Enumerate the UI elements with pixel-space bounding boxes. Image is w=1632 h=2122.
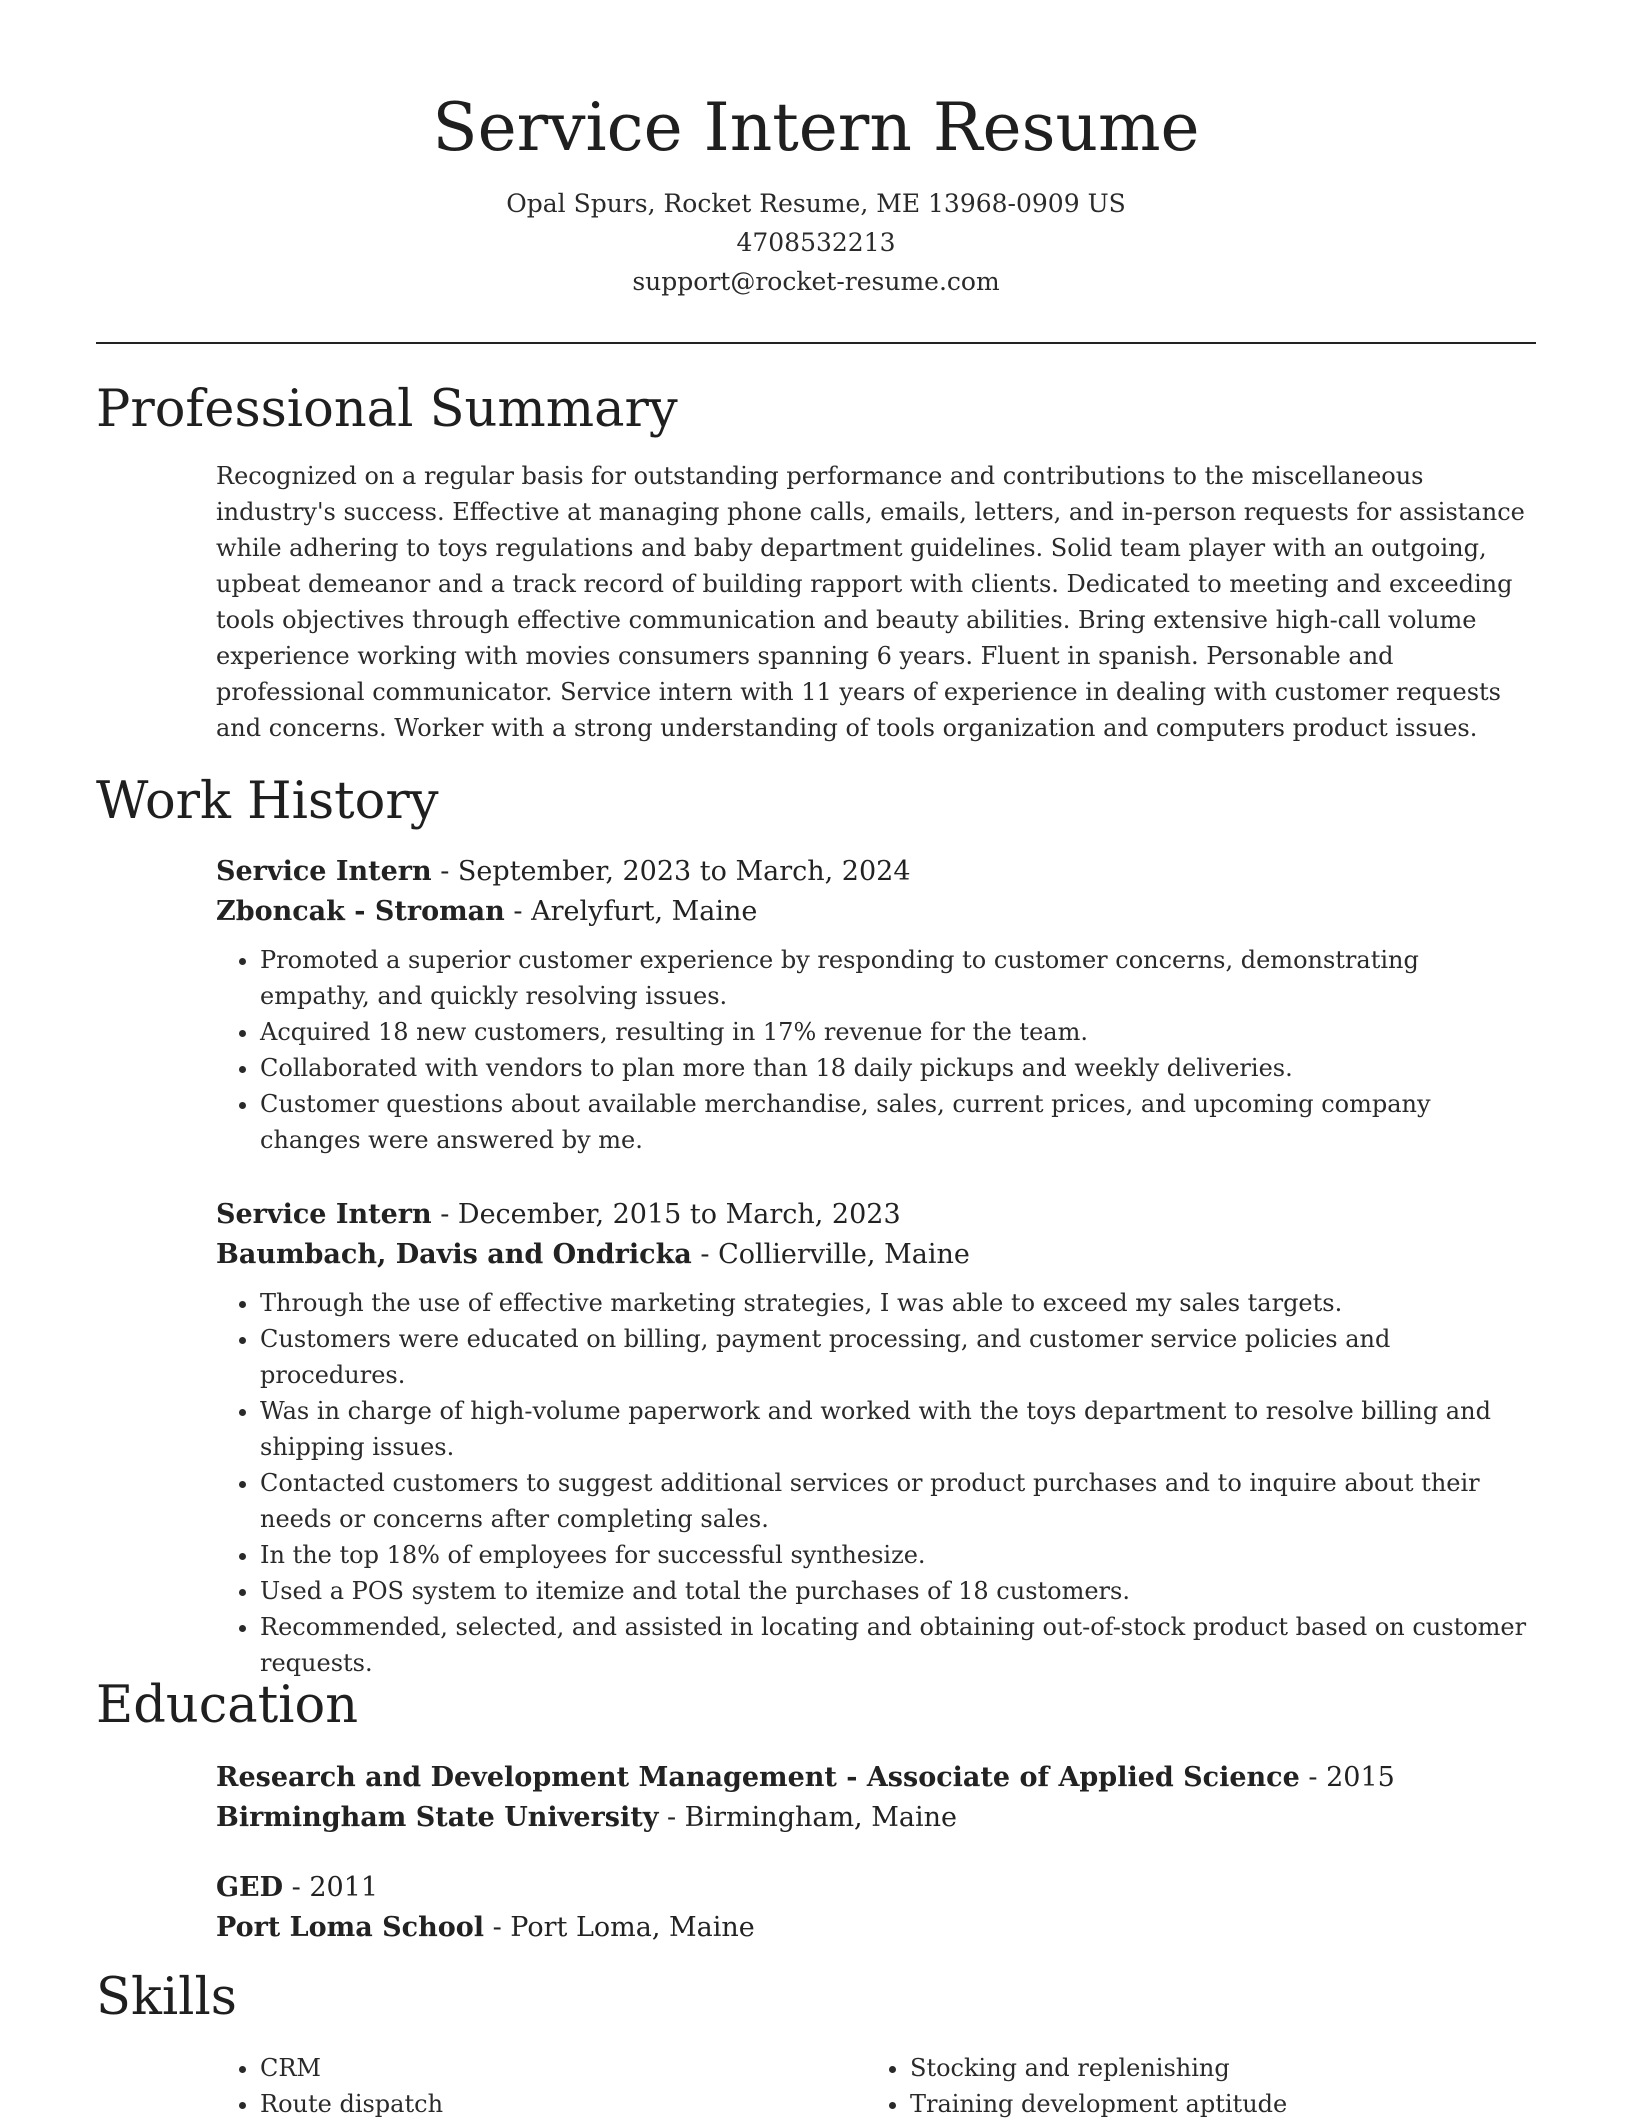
job-company: Zboncak - Stroman [216,896,505,927]
job-bullets [216,1285,1536,1681]
list-item: • Customers were educated on billing, payment processing, and customer service policies and procedures. [260,1321,1536,1393]
school-line [216,1908,1536,1948]
list-item: • Recommended, selected, and assisted in locating and obtaining out-of-stock product based on customer requests. [260,1609,1536,1681]
job-company-line [216,1235,1536,1275]
job-dates: - September, 2023 to March, 2024 [431,856,911,887]
degree-year: - 2011 [283,1872,379,1903]
list-item: • Was in charge of high-volume paperwork and worked with the toys department to resolve billing and shipping issues. [260,1393,1536,1465]
job-company: Baumbach, Davis and Ondricka [216,1239,692,1270]
school-location: - Port Loma, Maine [483,1912,755,1943]
skills-heading: Skills [96,1968,237,2027]
resume-header [0,0,1632,301]
job-entry-1 [216,852,1536,1158]
school-name: Birmingham State University [216,1802,659,1833]
job-entry-2 [216,1195,1536,1681]
school-line [216,1798,1536,1838]
job-location: - Arelyfurt, Maine [504,896,758,927]
list-item: • CRM [260,2050,866,2086]
job-title-line [216,1195,1536,1235]
school-name: Port Loma School [216,1912,484,1943]
list-item: • Contacted customers to suggest additional services or product purchases and to inquire about their needs or concerns after completing sales. [260,1465,1536,1537]
contact-email: support@rocket-resume.com [632,267,1000,296]
skills-section [216,2050,1536,2122]
degree-name: GED [216,1872,284,1903]
education-heading: Education [96,1676,359,1735]
list-item: • Collaborated with vendors to plan more than 18 daily pickups and weekly deliveries. [260,1050,1536,1086]
degree-year: - 2015 [1299,1762,1395,1793]
resume-title: Service Intern Resume [432,89,1200,166]
job-role: Service Intern [216,856,432,887]
list-item: • Training development aptitude [910,2086,1516,2122]
skills-column-right [866,2050,1516,2122]
degree-line [216,1758,1536,1798]
job-location: - Collierville, Maine [691,1239,970,1270]
list-item: • Promoted a superior customer experience by responding to customer concerns, demonstrating empathy, and quickly resolving issues. [260,942,1536,1014]
job-role: Service Intern [216,1199,432,1230]
skills-list-right [866,2050,1516,2122]
skills-list-left [216,2050,866,2122]
list-item: • Stocking and replenishing [910,2050,1516,2086]
degree-name: Research and Development Management - Associate of Applied Science [216,1762,1300,1793]
summary-text: Recognized on a regular basis for outstanding performance and contributions to the miscellaneous industry's success. Effective at managing phone calls, emails, letters, and in-person requests for assistance while adhering to toys regulations and baby department guidelines. Solid team player with an outgoing, upbeat demeanor and a track record of building rapport with clients. Dedicated to meeting and exceeding tools objectives through effective communication and beauty abilities. Bring extensive high-call volume experience working with movies consumers spanning 6 years. Fluent in spanish. Personable and professional communicator. Service intern with 11 years of experience in dealing with customer requests and concerns. Worker with a strong understanding of tools organization and computers product issues. [216,462,1525,742]
list-item: • Used a POS system to itemize and total the purchases of 18 customers. [260,1573,1536,1609]
education-entry-2 [216,1868,1536,1948]
summary-section [216,458,1536,746]
list-item: • Acquired 18 new customers, resulting in 17% revenue for the team. [260,1014,1536,1050]
education-entry-1 [216,1758,1536,1838]
job-dates: - December, 2015 to March, 2023 [431,1199,901,1230]
list-item: • Route dispatch [260,2086,866,2122]
contact-phone: 4708532213 [736,228,896,257]
contact-address: Opal Spurs, Rocket Resume, ME 13968-0909 US [506,189,1126,218]
list-item: • In the top 18% of employees for successful synthesize. [260,1537,1536,1573]
skills-column-left [216,2050,866,2122]
header-divider [96,342,1536,344]
contact-info [0,184,1632,301]
job-bullets [216,942,1536,1158]
work-history-heading: Work History [96,772,439,831]
school-location: - Birmingham, Maine [658,1802,957,1833]
list-item: • Through the use of effective marketing strategies, I was able to exceed my sales targets. [260,1285,1536,1321]
list-item: • Customer questions about available merchandise, sales, current prices, and upcoming company changes were answered by me. [260,1086,1536,1158]
summary-heading: Professional Summary [96,380,678,439]
job-company-line [216,892,1536,932]
degree-line [216,1868,1536,1908]
job-title-line [216,852,1536,892]
